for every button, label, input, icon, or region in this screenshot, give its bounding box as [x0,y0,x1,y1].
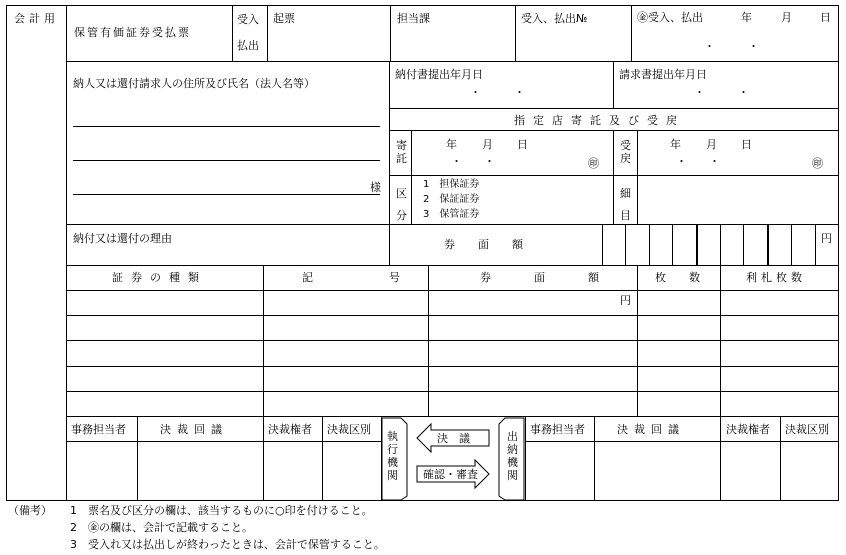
type-option-receive[interactable]: 受入 [237,13,259,26]
divider [602,224,603,265]
digit-cell[interactable] [767,224,769,265]
divider [637,265,638,416]
note-item-3: 3 受入れ又は払出しが終わったときは、会計で保管すること。 [70,538,385,551]
digit-cell[interactable] [672,224,673,265]
request-date-dots: ・ ・ [694,86,749,99]
divider [389,108,839,109]
left-review-header: 決裁回議 [160,423,228,436]
divider [263,265,264,416]
number-label: 受入、払出№ [521,12,588,25]
table-row[interactable] [66,366,839,367]
deposit-title: 指定店寄託及び受戻 [514,114,685,127]
divider [613,130,614,224]
detail-label: 細目 [620,187,631,222]
return-dots: ・ ・ [676,155,720,168]
entrust-seal-icon: ㊞ [588,157,599,170]
year-label: 年 [741,11,752,24]
yen-unit: 円 [821,232,832,245]
divider [66,5,67,501]
divider [267,5,268,61]
divider [389,130,839,131]
honorific: 様 [370,181,381,194]
digit-cell[interactable] [720,224,721,265]
col-header-face-value: 券 面 額 [480,271,615,284]
divider [594,416,595,501]
payment-date-dots: ・ ・ [470,86,525,99]
date-label: ㊎受入、払出 [637,11,703,24]
left-class-header: 決裁区別 [327,423,371,436]
divider [66,290,839,291]
confirm-label: 確認・審査 [423,468,478,481]
divider [411,130,412,224]
divider [137,416,138,501]
table-row[interactable] [66,391,839,392]
col-header-symbol: 記 号 [302,271,418,284]
request-date-label: 請求書提出年月日 [619,68,707,81]
payer-line-1[interactable] [73,126,380,127]
left-authority-header: 決裁権者 [268,423,312,436]
digit-cell[interactable] [625,224,626,265]
divider [66,61,839,62]
divider [66,441,381,442]
payer-line-2[interactable] [73,160,380,161]
digit-cell[interactable] [743,224,744,265]
return-month: 月 [706,138,717,151]
exec-label: 執行機関 [387,430,398,482]
reason-label: 納付又は還付の理由 [73,232,172,245]
notes-label: （備考） [8,504,52,517]
form-title: 保管有価証券受払票 [74,26,191,39]
type-option-pay[interactable]: 払出 [237,39,259,52]
right-class-header: 決裁区別 [785,423,829,436]
note-item-1: 1 票名及び区分の欄は、該当するものに○印を付けること。 [70,504,373,517]
right-review-header: 決裁回議 [617,423,685,436]
divider [525,416,526,501]
payer-label: 納人又は還付請求人の住所及び氏名（法人名等） [73,77,315,90]
right-staff-header: 事務担当者 [530,423,585,436]
divider [631,5,632,61]
divider [389,224,390,265]
divider [428,265,429,416]
divider [390,5,391,61]
divider [720,416,721,501]
right-authority-header: 決裁権者 [726,423,770,436]
divider [613,61,614,108]
return-year: 年 [670,138,681,151]
divider [66,265,839,266]
return-day: 日 [741,138,752,151]
payout-label: 出納機関 [507,430,518,482]
divider [780,416,781,501]
category-option-2[interactable]: 2 保証証券 [423,194,480,205]
entrust-day: 日 [517,138,528,151]
col-header-count: 枚 数 [655,271,706,284]
category-label: 区分 [396,187,407,222]
entrust-label: 寄託 [396,139,407,165]
decision-label: 決 議 [437,432,470,445]
table-row[interactable] [66,315,839,316]
digit-cell[interactable] [649,224,650,265]
divider [232,5,233,61]
entrust-month: 月 [482,138,493,151]
dept-label: 担当課 [397,12,430,25]
divider [525,441,839,442]
divider [66,224,839,225]
left-staff-header: 事務担当者 [71,423,126,436]
divider [637,130,638,224]
date-dots: ・ ・ [704,40,759,53]
divider [322,416,323,501]
face-value-label: 券 面 額 [444,238,529,251]
divider [389,175,839,176]
payer-line-3[interactable] [73,194,380,195]
digit-cell[interactable] [815,224,816,265]
entrust-dots: ・ ・ [451,155,495,168]
return-label: 受戻 [620,139,631,165]
divider [389,61,390,224]
origin-label: 起票 [273,12,295,25]
col-header-type: 証券の種類 [112,271,207,284]
divider [515,5,516,61]
month-label: 月 [781,11,792,24]
table-yen-unit: 円 [620,294,631,307]
digit-cell[interactable] [791,224,792,265]
table-row[interactable] [66,340,839,341]
entrust-year: 年 [446,138,457,151]
category-option-3[interactable]: 3 保管証券 [423,209,480,220]
divider [263,416,264,501]
day-label: 日 [820,11,831,24]
payment-date-label: 納付書提出年月日 [395,68,483,81]
flow-diagram [381,416,525,501]
category-option-1[interactable]: 1 担保証券 [423,179,480,190]
return-seal-icon: ㊞ [812,157,823,170]
divider [720,265,721,416]
digit-cell[interactable] [696,224,698,265]
accounting-label: 会計用 [14,12,59,25]
col-header-coupon: 利札枚数 [746,271,806,284]
note-item-2: 2 ㊎の欄は、会計で記載すること。 [70,521,253,534]
